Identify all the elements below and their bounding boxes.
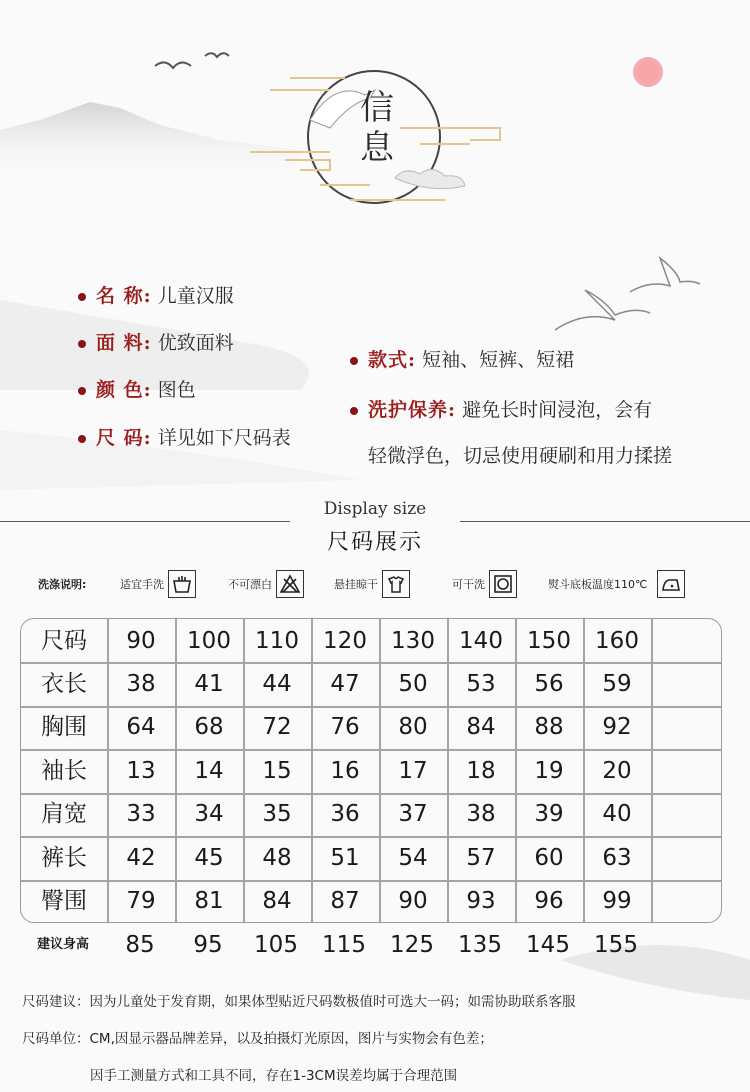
table-cell: 79	[126, 888, 156, 914]
table-cell: 76	[330, 714, 360, 740]
hand-wash-icon	[168, 570, 196, 598]
table-cell: 38	[466, 801, 496, 827]
row-header: 尺码	[41, 628, 87, 654]
table-cell: 84	[466, 714, 496, 740]
table-cell: 81	[194, 888, 224, 914]
table-row	[21, 706, 722, 749]
table-cell: 34	[194, 801, 224, 827]
table-row	[21, 750, 722, 793]
table-cell: 130	[391, 628, 435, 654]
title-char-bottom: 息	[360, 128, 394, 168]
table-cell: 95	[193, 932, 223, 958]
info-color	[78, 375, 196, 402]
table-cell: 53	[466, 671, 496, 697]
wash-item	[228, 566, 304, 602]
row-header: 胸围	[41, 714, 87, 740]
crane-shape	[555, 290, 650, 330]
table-cell: 93	[466, 888, 496, 914]
table-cell: 96	[534, 888, 564, 914]
crane-shape	[630, 258, 700, 292]
info-value: 详见如下尺码表	[157, 427, 291, 449]
table-cell: 50	[398, 671, 428, 697]
table-cell: 44	[262, 671, 292, 697]
table-cell: 19	[534, 758, 564, 784]
section-title-english: Display size	[323, 499, 427, 519]
wash-label: 适宜手洗	[120, 578, 164, 591]
wash-label: 可干洗	[452, 578, 485, 591]
table-cell: 125	[390, 932, 434, 958]
size-advice-note: 尺码建议：因为儿童处于发育期，如果体型贴近尺码数极值时可选大一码；如需协助联系客服	[22, 994, 576, 1010]
table-cell: 54	[398, 845, 428, 871]
bird-shape	[155, 62, 191, 68]
bird-shape	[205, 53, 229, 57]
info-label: 洗护保养:	[368, 399, 457, 421]
table-row	[21, 620, 722, 663]
info-label: 颜 色:	[96, 379, 152, 401]
table-cell: 150	[527, 628, 571, 654]
dry-clean-icon	[489, 570, 517, 598]
info-name	[78, 281, 234, 308]
mountain-shape	[0, 102, 300, 180]
title-char-top: 信	[360, 88, 394, 128]
table-cell: 140	[459, 628, 503, 654]
table-cell: 105	[254, 932, 298, 958]
info-value: 儿童汉服	[157, 285, 234, 307]
info-value: 短袖、短裤、短裙	[422, 349, 575, 371]
table-cell: 17	[398, 758, 428, 784]
info-value: 图色	[157, 379, 196, 401]
table-cell: 88	[534, 714, 564, 740]
table-cell: 110	[255, 628, 299, 654]
info-value: 避免长时间浸泡，会有	[462, 399, 653, 421]
height-row	[20, 924, 722, 966]
table-cell: 45	[194, 845, 224, 871]
row-header: 衣长	[41, 671, 87, 697]
table-row	[21, 663, 722, 706]
page-title	[360, 88, 394, 168]
bullet-dot	[78, 435, 86, 443]
wash-item	[334, 566, 410, 602]
row-header: 袖长	[41, 758, 87, 784]
info-label: 面 料:	[96, 332, 152, 354]
info-fabric	[78, 328, 234, 355]
bullet-dot	[350, 407, 358, 415]
table-cell: 59	[602, 671, 632, 697]
row-header: 建议身高	[36, 937, 89, 952]
table-cell: 115	[322, 932, 366, 958]
size-unit-note: 尺码单位：CM,因显示器品牌差异，以及拍摄灯光原因，图片与实物会有色差；	[22, 1031, 493, 1047]
table-cell: 39	[534, 801, 564, 827]
cloud-shape	[395, 169, 465, 188]
info-value: 轻微浮色，切忌使用硬刷和用力揉搓	[368, 445, 673, 467]
table-cell: 36	[330, 801, 360, 827]
table-cell: 16	[330, 758, 360, 784]
table-cell: 99	[602, 888, 632, 914]
table-cell: 63	[602, 845, 632, 871]
table-cell: 47	[330, 671, 360, 697]
divider	[0, 521, 290, 522]
table-cell: 87	[330, 888, 360, 914]
table-cell: 84	[262, 888, 292, 914]
wash-item	[452, 566, 517, 602]
table-row	[21, 837, 722, 880]
sun-shape	[633, 57, 663, 87]
table-row	[21, 880, 722, 923]
info-care-line2	[368, 441, 672, 468]
table-cell: 20	[602, 758, 632, 784]
table-cell: 72	[262, 714, 292, 740]
table-cell: 18	[466, 758, 496, 784]
section-title-chinese: 尺码展示	[326, 530, 423, 555]
wash-instructions	[38, 566, 714, 602]
table-cell: 14	[194, 758, 224, 784]
table-cell: 15	[262, 758, 292, 784]
table-cell: 135	[458, 932, 502, 958]
wash-label: 不可漂白	[228, 578, 272, 591]
hang-dry-icon	[382, 570, 410, 598]
table-cell: 155	[594, 932, 638, 958]
table-cell: 90	[126, 628, 156, 654]
wash-intro: 洗涤说明:	[38, 578, 87, 591]
table-cell: 60	[534, 845, 564, 871]
no-bleach-icon	[276, 570, 304, 598]
row-header: 肩宽	[41, 801, 87, 827]
table-cell: 41	[194, 671, 224, 697]
table-cell: 80	[398, 714, 428, 740]
wash-item	[120, 566, 196, 602]
size-table	[20, 618, 722, 923]
table-cell: 85	[125, 932, 155, 958]
table-cell: 42	[126, 845, 156, 871]
table-cell: 160	[595, 628, 639, 654]
bullet-dot	[350, 357, 358, 365]
bullet-dot	[78, 340, 86, 348]
divider	[460, 521, 750, 522]
iron-icon	[657, 570, 685, 598]
gold-line	[400, 128, 500, 140]
table-cell: 40	[602, 801, 632, 827]
wash-label: 悬挂晾干	[334, 578, 378, 591]
bullet-dot	[78, 293, 86, 301]
bullet-dot	[78, 387, 86, 395]
table-cell: 56	[534, 671, 564, 697]
table-cell: 35	[262, 801, 292, 827]
table-cell: 92	[602, 714, 632, 740]
wash-item	[548, 566, 685, 602]
row-header: 裤长	[41, 845, 87, 871]
wash-label: 熨斗底板温度110℃	[548, 578, 648, 591]
row-header: 臀围	[41, 888, 87, 914]
table-cell: 100	[187, 628, 231, 654]
info-label: 尺 码:	[96, 427, 152, 449]
table-cell: 51	[330, 845, 360, 871]
info-value: 优致面料	[157, 332, 234, 354]
table-cell: 57	[466, 845, 496, 871]
table-cell: 38	[126, 671, 156, 697]
info-label: 款式:	[368, 349, 417, 371]
info-care	[350, 395, 652, 422]
table-cell: 48	[262, 845, 292, 871]
table-cell: 120	[323, 628, 367, 654]
table-row	[21, 793, 722, 836]
info-label: 名 称:	[96, 285, 152, 307]
table-cell: 90	[398, 888, 428, 914]
table-cell: 64	[126, 714, 156, 740]
table-cell: 145	[526, 932, 570, 958]
info-style	[350, 345, 574, 372]
table-cell: 13	[126, 758, 156, 784]
table-cell: 68	[194, 714, 224, 740]
measure-error-note: 因手工测量方式和工具不同，存在1-3CM误差均属于合理范围	[90, 1068, 458, 1084]
table-cell: 33	[126, 801, 156, 827]
info-size	[78, 423, 291, 450]
table-cell: 37	[398, 801, 428, 827]
